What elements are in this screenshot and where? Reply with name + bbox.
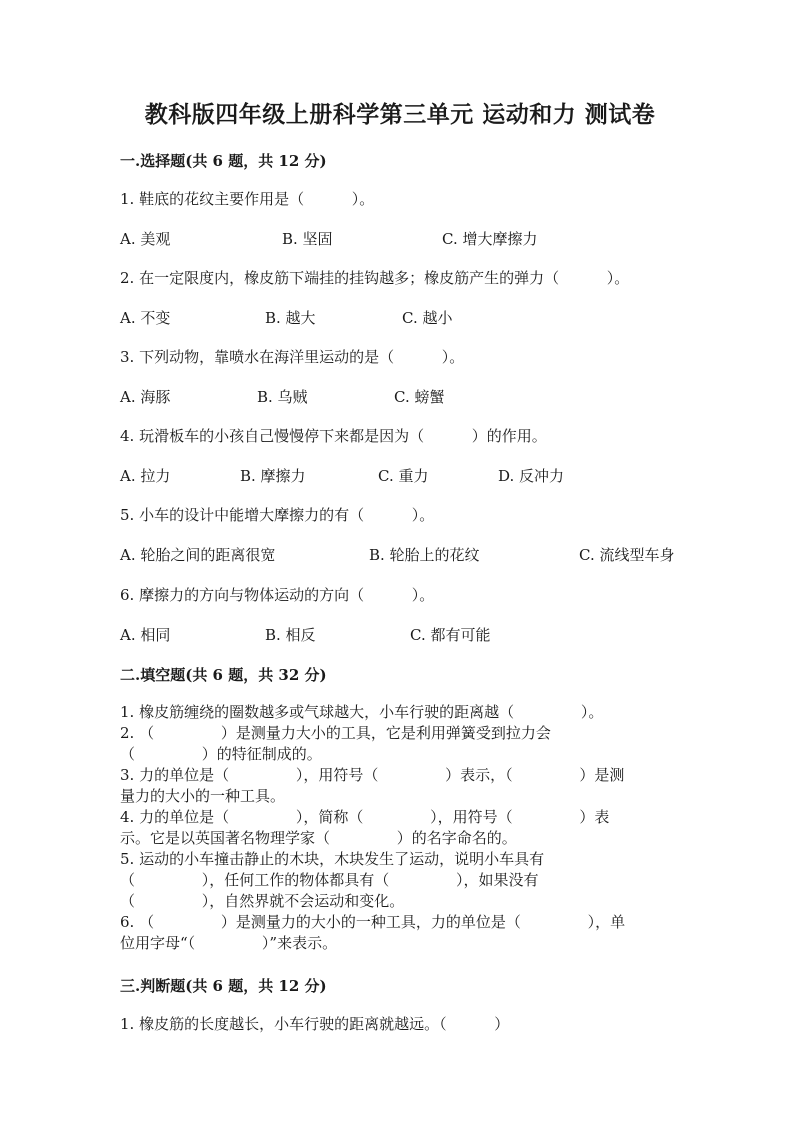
fill-line: 示。它是以英国著名物理学家（ ）的名字命名的。 xyxy=(120,829,517,847)
choice-options-6 xyxy=(120,624,720,644)
fill-line: （ ），任何工作的物体都具有（ ），如果没有 xyxy=(120,871,539,889)
judge-question-1: 1. 橡皮筋的长度越长，小车行驶的距离就越远。（ ） xyxy=(120,1015,510,1033)
option[interactable]: C. 都有可能 xyxy=(410,626,491,644)
choice-question-4: 4. 玩滑板车的小孩自己慢慢停下来都是因为（ ）的作用。 xyxy=(120,427,547,445)
fill-line: 位用字母“（ ）”来表示。 xyxy=(120,934,338,952)
fill-question-3 xyxy=(120,765,680,807)
section-heading-judge: 三.判断题(共 6 题，共 12 分) xyxy=(120,977,327,995)
option[interactable]: C. 螃蟹 xyxy=(394,388,445,406)
option[interactable]: C. 重力 xyxy=(378,467,429,485)
option[interactable]: B. 乌贼 xyxy=(257,388,308,406)
option[interactable]: A. 美观 xyxy=(120,230,171,248)
option[interactable]: B. 轮胎上的花纹 xyxy=(369,546,480,564)
choice-question-2: 2. 在一定限度内，橡皮筋下端挂的挂钩越多；橡皮筋产生的弹力（ ）。 xyxy=(120,269,630,287)
option[interactable]: D. 反冲力 xyxy=(498,467,565,485)
fill-line: （ ），自然界就不会运动和变化。 xyxy=(120,892,405,910)
choice-options-1 xyxy=(120,228,720,248)
section-heading-choice: 一.选择题(共 6 题，共 12 分) xyxy=(120,152,327,170)
fill-line: 4. 力的单位是（ ），简称（ ），用符号（ ）表 xyxy=(120,808,610,826)
option[interactable]: C. 流线型车身 xyxy=(579,546,675,564)
fill-question-6 xyxy=(120,912,680,954)
fill-line: 5. 运动的小车撞击静止的木块，木块发生了运动，说明小车具有 xyxy=(120,850,545,868)
option[interactable]: A. 不变 xyxy=(120,309,171,327)
option[interactable]: B. 相反 xyxy=(265,626,316,644)
choice-question-6: 6. 摩擦力的方向与物体运动的方向（ ）。 xyxy=(120,586,435,604)
fill-line: 2. （ ）是测量力大小的工具，它是利用弹簧受到拉力会 xyxy=(120,724,551,742)
option[interactable]: A. 拉力 xyxy=(120,467,171,485)
option[interactable]: A. 轮胎之间的距离很宽 xyxy=(120,546,276,564)
fill-question-5 xyxy=(120,849,680,912)
fill-line: 3. 力的单位是（ ），用符号（ ）表示，（ ）是测 xyxy=(120,766,625,784)
choice-question-1: 1. 鞋底的花纹主要作用是（ ）。 xyxy=(120,190,375,208)
choice-question-3: 3. 下列动物，靠喷水在海洋里运动的是（ ）。 xyxy=(120,348,465,366)
fill-line: （ ）的特征制成的。 xyxy=(120,745,322,763)
option[interactable]: B. 摩擦力 xyxy=(240,467,306,485)
option[interactable]: A. 海豚 xyxy=(120,388,171,406)
option[interactable]: A. 相同 xyxy=(120,626,171,644)
option[interactable]: C. 越小 xyxy=(402,309,453,327)
option[interactable]: B. 越大 xyxy=(265,309,316,327)
fill-question-4 xyxy=(120,807,680,849)
choice-options-5 xyxy=(120,544,720,564)
choice-options-3 xyxy=(120,386,720,406)
choice-options-2 xyxy=(120,307,720,327)
fill-line: 6. （ ）是测量力的大小的一种工具，力的单位是（ ），单 xyxy=(120,913,626,931)
fill-line: 1. 橡皮筋缠绕的圈数越多或气球越大，小车行驶的距离越（ ）。 xyxy=(120,703,604,721)
fill-question-1 xyxy=(120,702,680,723)
fill-question-2 xyxy=(120,723,680,765)
section-heading-fill: 二.填空题(共 6 题，共 32 分) xyxy=(120,666,327,684)
choice-options-4 xyxy=(120,465,720,485)
fill-line: 量力的大小的一种工具。 xyxy=(120,787,286,805)
option[interactable]: C. 增大摩擦力 xyxy=(442,230,538,248)
option[interactable]: B. 坚固 xyxy=(282,230,333,248)
choice-question-5: 5. 小车的设计中能增大摩擦力的有（ ）。 xyxy=(120,506,435,524)
exam-title: 教科版四年级上册科学第三单元 运动和力 测试卷 xyxy=(144,101,656,128)
